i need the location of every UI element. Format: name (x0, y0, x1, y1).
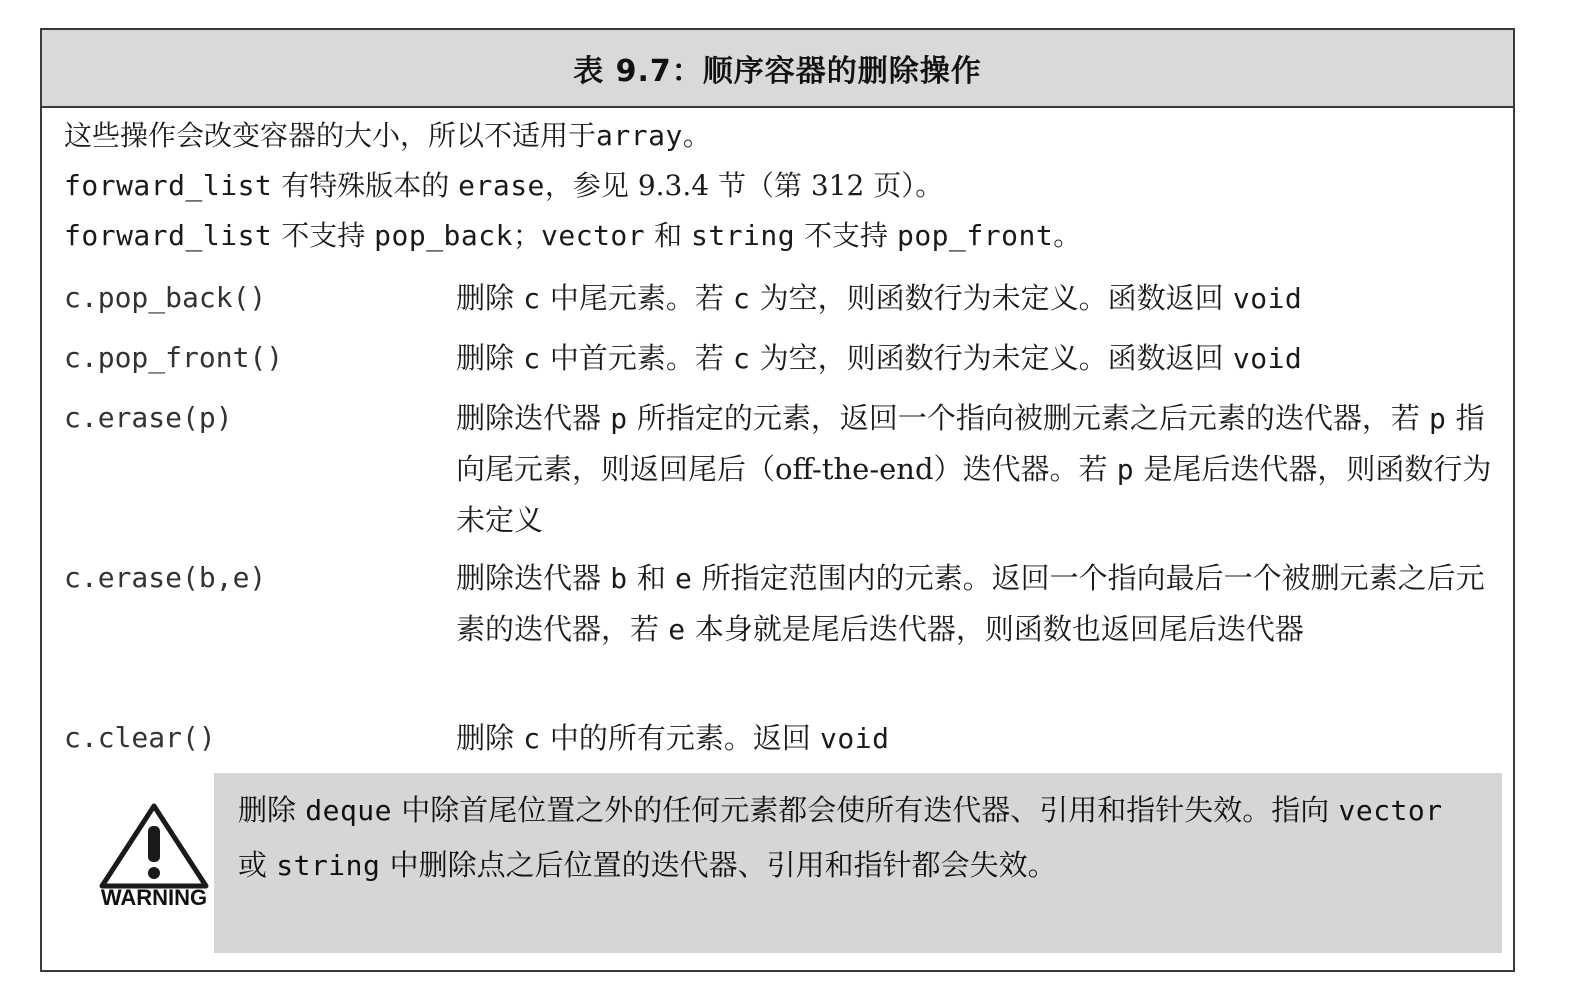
note-code: pop_front (896, 219, 1054, 252)
desc-code: e (668, 613, 686, 646)
op-description (456, 553, 1504, 655)
note-array (64, 116, 711, 156)
op-row-clear (64, 713, 1495, 769)
desc-code: p (610, 402, 628, 435)
note-code: string (690, 219, 796, 252)
desc-text: 中的所有元素。返回 (549, 721, 811, 755)
desc-text: 为空，则函数行为未定义。函数返回 (759, 341, 1224, 375)
warning-code: vector (1338, 794, 1443, 827)
op-name: c.erase(p) (64, 401, 233, 434)
desc-code: void (1232, 282, 1303, 315)
op-description (456, 393, 1504, 545)
desc-text: 删除迭代器 (456, 561, 602, 595)
desc-text: 指向尾元素，则返回尾后（off-the-end）迭代器。若 (456, 401, 1485, 486)
note-pop-support (64, 216, 1081, 256)
op-row-pop-front (64, 333, 1495, 393)
desc-text: 删除 (456, 341, 515, 375)
table-container (40, 28, 1515, 972)
desc-text: 删除 (456, 281, 515, 315)
note-code: pop_back (374, 219, 513, 252)
warning-text-part: 中除首尾位置之外的任何元素都会使所有迭代器、引用和指针失效。指向 (401, 793, 1330, 827)
warning-text-part: 删除 (238, 793, 297, 827)
desc-text: 中尾元素。若 (549, 281, 724, 315)
note-code: forward_list (64, 219, 273, 252)
op-row-pop-back (64, 273, 1495, 333)
warning-text (238, 783, 1478, 893)
op-row-erase-range (64, 553, 1495, 713)
desc-code: c (523, 282, 541, 315)
desc-code: p (1429, 402, 1447, 435)
note-code: array (596, 119, 683, 152)
note-code: erase (458, 169, 545, 202)
op-name: c.erase(b,e) (64, 561, 267, 594)
desc-code: void (1232, 342, 1303, 375)
warning-code: string (276, 849, 381, 882)
table-caption: 表 9.7：顺序容器的删除操作 (573, 54, 982, 89)
op-name: c.pop_front() (64, 341, 284, 374)
desc-text: 本身就是尾后迭代器，则函数也返回尾后迭代器 (694, 612, 1304, 646)
desc-code: void (820, 722, 890, 755)
note-forward-list-erase (64, 166, 943, 206)
note-text: 。 (1053, 219, 1082, 252)
note-text: 有特殊版本的 (281, 169, 450, 202)
desc-text: 删除迭代器 (456, 401, 602, 435)
desc-code: c (523, 722, 541, 755)
warning-text-part: 中删除点之后位置的迭代器、引用和指针都会失效。 (389, 848, 1057, 882)
note-text: ，参见 9.3.4 节（第 312 页）。 (544, 169, 944, 202)
desc-code: c (733, 342, 751, 375)
warning-label: WARNING (100, 885, 208, 910)
desc-text: 是尾后迭代器，则函数行为未定义 (456, 452, 1492, 537)
note-text: 。 (682, 119, 711, 152)
op-name: c.pop_back() (64, 281, 267, 314)
op-description (456, 713, 1504, 764)
desc-text: 删除 (456, 721, 515, 755)
desc-text: 所指定的元素，返回一个指向被删元素之后元素的迭代器，若 (636, 401, 1420, 435)
note-text: 和 (654, 219, 683, 252)
desc-code: b (610, 562, 628, 595)
op-name: c.clear() (64, 721, 216, 754)
note-code: forward_list (64, 169, 273, 202)
warning-text-part: 或 (238, 848, 268, 882)
note-code: vector (541, 219, 646, 252)
note-text: 这些操作会改变容器的大小，所以不适用于 (64, 119, 597, 152)
note-text: 不支持 (281, 219, 366, 252)
desc-text: 中首元素。若 (549, 341, 724, 375)
warning-code: deque (305, 794, 393, 827)
desc-code: c (523, 342, 541, 375)
desc-text: 所指定范围内的元素。返回一个指向最后一个被删元素之后元素的迭代器，若 (456, 561, 1485, 646)
desc-text: 和 (636, 561, 666, 595)
op-description (456, 333, 1504, 384)
op-row-erase-p (64, 393, 1495, 553)
op-description (456, 273, 1504, 324)
desc-code: e (675, 562, 693, 595)
desc-text: 为空，则函数行为未定义。函数返回 (759, 281, 1224, 315)
warning-triangle-icon (94, 800, 214, 940)
warning-box (214, 773, 1502, 953)
desc-code: p (1116, 453, 1135, 486)
desc-code: c (733, 282, 751, 315)
note-text: ； (512, 219, 541, 252)
table-caption-bar (42, 30, 1513, 108)
note-text: 不支持 (804, 219, 889, 252)
